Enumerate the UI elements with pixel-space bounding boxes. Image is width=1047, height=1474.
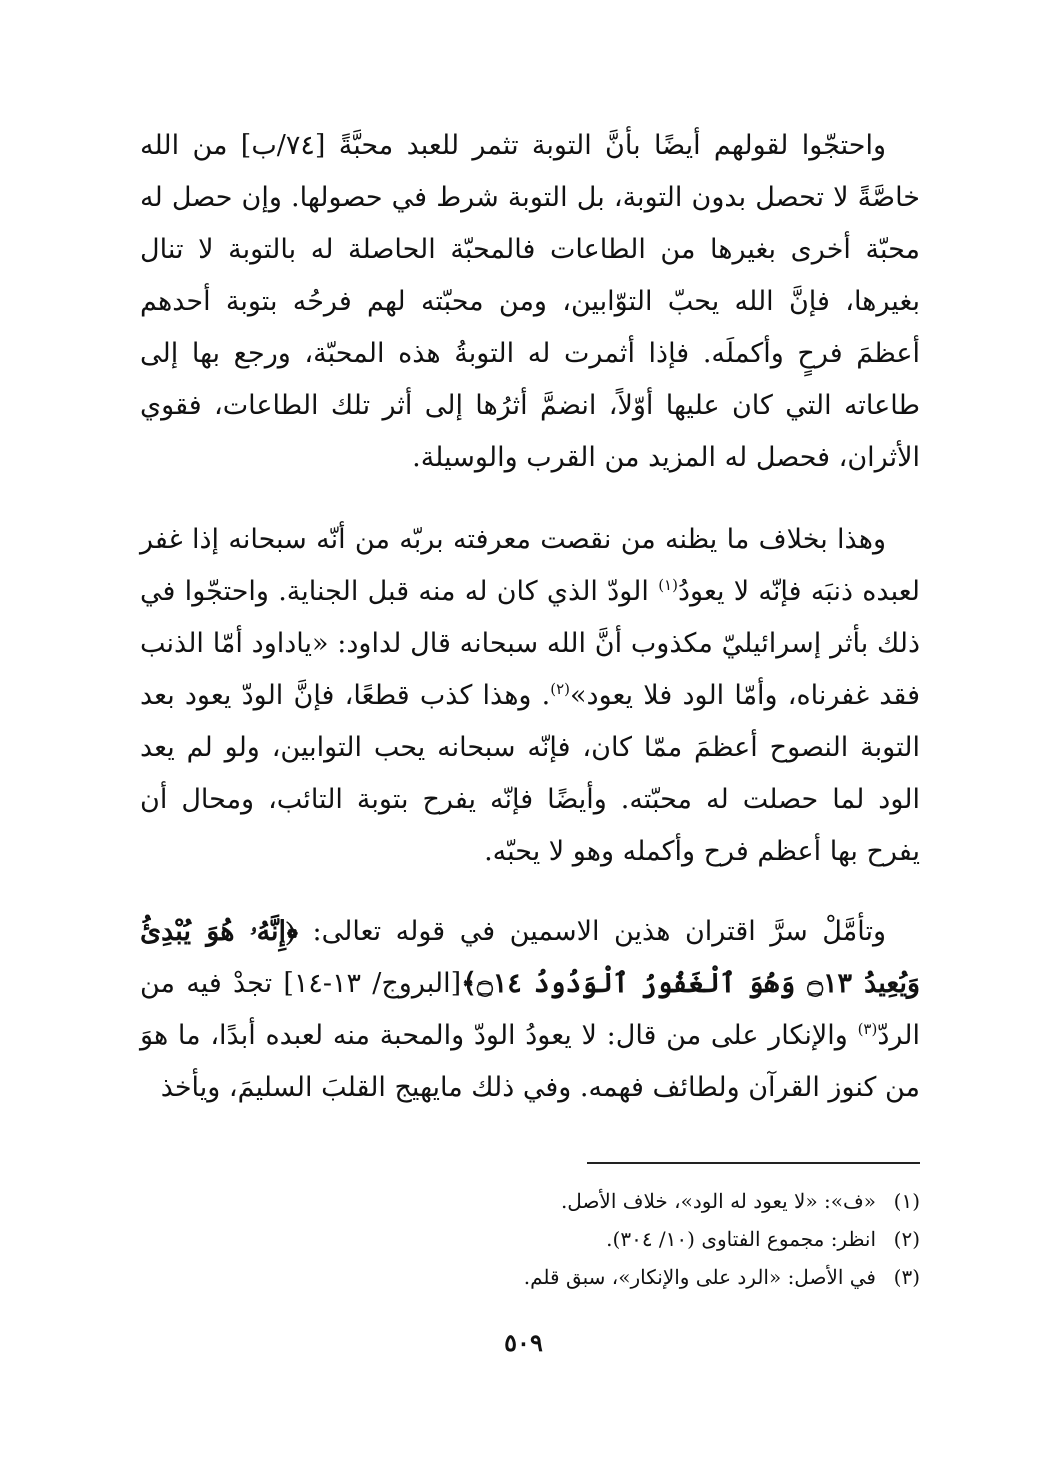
paragraph-2-part-2: الودّ الذي كان له منه قبل الجناية. واحتجّوا في ذلك بأثر إسرائيليّ مكذوب أنَّ الله سبحانه قال لداود: «ياداود أمّا الذنب فقد غفرناه، وأمّا الود فلا يعود» — [140, 576, 920, 711]
footnote-number: (١) — [893, 1189, 920, 1213]
footnote-text: في الأصل: «الرد على والإنكار»، سبق قلم. — [523, 1265, 876, 1289]
quran-verse: ﴿إِنَّهُۥ هُوَ يُبْدِئُ وَيُعِيدُ ۝١٣ وَهُوَ ٱلْغَفُورُ ٱلْوَدُودُ ۝١٤﴾ — [140, 916, 920, 999]
verse-citation: [البروج/ ١٣-١٤] — [283, 968, 462, 999]
paragraph-2 — [140, 514, 920, 878]
footnote-ref-3: (٣) — [857, 1020, 878, 1038]
footnote-ref-2: (٢) — [550, 680, 571, 698]
footnote-1 — [140, 1182, 920, 1220]
footnote-number: (٣) — [893, 1265, 920, 1289]
footnote-text: «ف»: «لا يعود له الود»، خلاف الأصل. — [560, 1189, 876, 1213]
paragraph-2-part-3: . وهذا كذب قطعًا، فإنَّ الودّ يعود بعد التوبة النصوح أعظمَ ممّا كان، فإنّه سبحانه يحب التوابين، ولو لم يعد الود لما حصلت له محبّته. وأيضًا فإنّه يفرح بتوبة التائب، ومحال أن يفرح بها أعظم فرح وأكمله وهو لا يحبّه. — [140, 680, 920, 867]
footnote-number: (٢) — [893, 1227, 920, 1251]
footnote-divider — [587, 1162, 920, 1164]
paragraph-1: واحتجّوا لقولهم أيضًا بأنَّ التوبة تثمر للعبد محبَّةً [٧٤/ب] من الله خاصَّةً لا تحصل بدون التوبة، بل التوبة شرط في حصولها. وإن حصل له محبّة أخرى بغيرها من الطاعات فالمحبّة الحاصلة له بالتوبة لا تنال بغيرها، فإنَّ الله يحبّ التوّابين، ومن محبّته لهم فرحُه بتوبة أحدهم أعظمَ فرحٍ وأكملَه. فإذا أثمرت له التوبةُ هذه المحبّة، ورجع بها إلى طاعاته التي كان عليها أوّلاً، انضمَّ أثرُها إلى أثر تلك الطاعات، فقوي الأثران، فحصل له المزيد من القرب والوسيلة. — [140, 130, 920, 473]
paragraph-3-part-1: وتأمَّلْ سرَّ اقتران هذين الاسمين في قوله تعالى: — [298, 916, 886, 947]
footnote-2 — [140, 1220, 920, 1258]
footnote-3 — [140, 1258, 920, 1296]
footnote-text: انظر: مجموع الفتاوى (١٠/ ٣٠٤). — [606, 1227, 876, 1251]
footnotes — [140, 1182, 920, 1296]
footnote-ref-1: (١) — [658, 576, 678, 594]
paragraph-2-part-1: وهذا بخلاف ما يظنه من نقصت معرفته بربّه من أنّه سبحانه إذا غفر لعبده ذنبَه فإنّه لا يعودُ — [140, 524, 920, 607]
paragraph-3-part-3: والإنكار على من قال: لا يعودُ الودّ والمحبة منه لعبده أبدًا، ما هوَ من كنوز القرآن ولطائف فهمه. وفي ذلك مايهيج القلبَ السليمَ، ويأخذ — [140, 1020, 920, 1103]
page-number: ٥٠٩ — [504, 1328, 543, 1357]
paragraph-3-part-2: تجدْ فيه من الردّ — [140, 968, 920, 1051]
main-text — [140, 120, 920, 1114]
paragraph-3 — [140, 906, 920, 1114]
